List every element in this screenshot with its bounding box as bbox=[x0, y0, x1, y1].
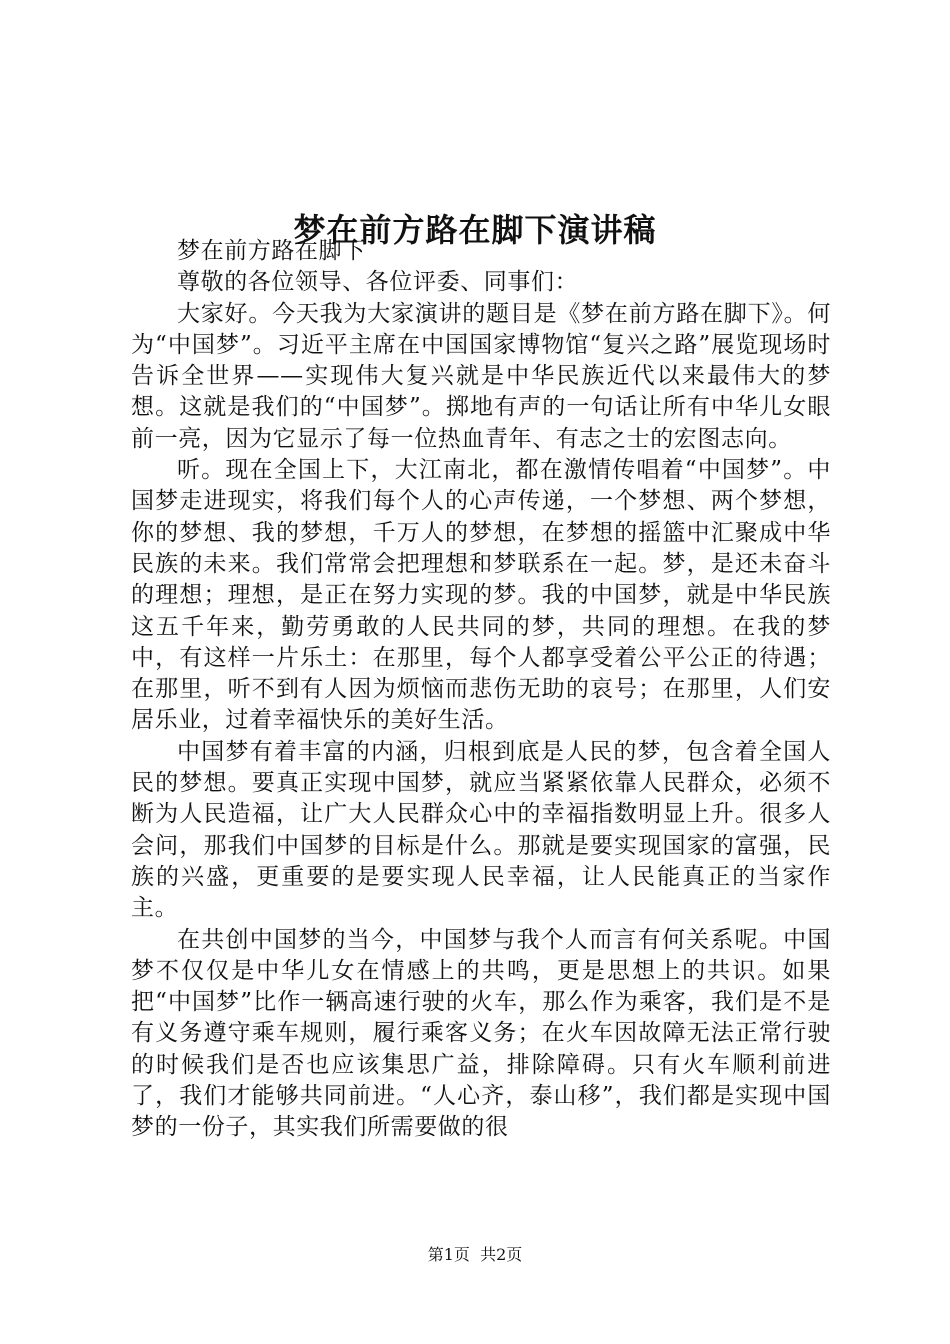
document-title: 梦在前方路在脚下演讲稿 bbox=[293, 211, 657, 250]
page-number: 第1页 bbox=[427, 1245, 470, 1264]
document-body bbox=[131, 236, 831, 1144]
paragraph: 在共创中国梦的当今，中国梦与我个人而言有何关系呢。中国梦不仅仅是中华儿女在情感上的共鸣，更是思想上的共识。如果把“中国梦”比作一辆高速行驶的火车，那么作为乘客，我们是不是有义务遵守乘车规则，履行乘客义务；在火车因故障无法正常行驶的时候我们是否也应该集思广益，排除障碍。只有火车顺利前进了，我们才能够共同前进。“人心齐，泰山移”，我们都是实现中国梦的一份子，其实我们所需要做的很 bbox=[131, 926, 831, 1141]
paragraph: 中国梦有着丰富的内涵，归根到底是人民的梦，包含着全国人民的梦想。要真正实现中国梦，就应当紧紧依靠人民群众，必须不断为人民造福，让广大人民群众心中的幸福指数明显上升。很多人会问，那我们中国梦的目标是什么。那就是要实现国家的富强，民族的兴盛，更重要的是要实现人民幸福，让人民能真正的当家作主。 bbox=[131, 738, 831, 922]
page-footer bbox=[0, 1244, 950, 1266]
paragraph-subtitle: 梦在前方路在脚下 bbox=[177, 238, 366, 264]
paragraph: 大家好。今天我为大家演讲的题目是《梦在前方路在脚下》。何为“中国梦”。习近平主席在中国国家博物馆“复兴之路”展览现场时告诉全世界——实现伟大复兴就是中华民族近代以来最伟大的梦想。这就是我们的“中国梦”。掷地有声的一句话让所有中华儿女眼前一亮，因为它显示了每一位热血青年、有志之士的宏图志向。 bbox=[131, 300, 831, 452]
page-total: 共2页 bbox=[480, 1245, 523, 1264]
paragraph-salutation: 尊敬的各位领导、各位评委、同事们： bbox=[177, 269, 579, 296]
footer-separator bbox=[470, 1245, 480, 1264]
paragraph: 听。现在全国上下，大江南北，都在激情传唱着“中国梦”。中国梦走进现实，将我们每个人的心声传递，一个梦想、两个梦想，你的梦想、我的梦想，千万人的梦想，在梦想的摇篮中汇聚成中华民族的未来。我们常常会把理想和梦联系在一起。梦，是还未奋斗的理想；理想，是正在努力实现的梦。我的中国梦，就是中华民族这五千年来，勤劳勇敢的人民共同的梦，共同的理想。在我的梦中，有这样一片乐土：在那里，每个人都享受着公平公正的待遇；在那里，听不到有人因为烦恼而悲伤无助的哀号；在那里，人们安居乐业，过着幸福快乐的美好生活。 bbox=[131, 457, 831, 734]
